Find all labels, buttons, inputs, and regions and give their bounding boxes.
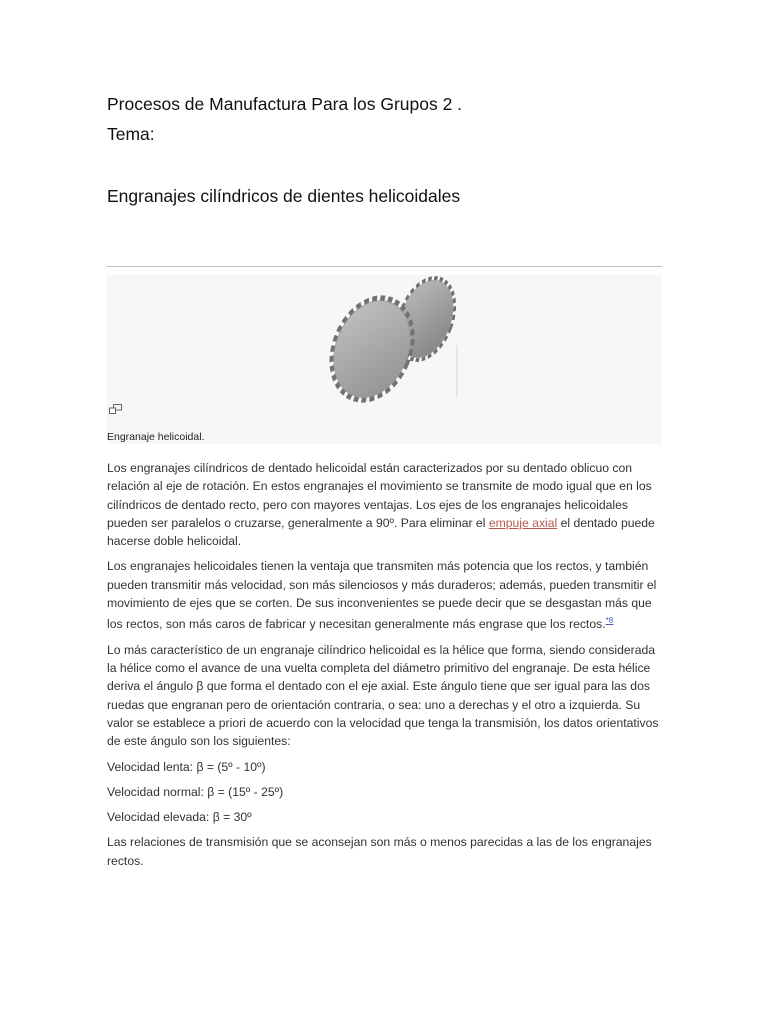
horizontal-divider — [107, 266, 662, 267]
reference-link[interactable]: 8 — [608, 616, 614, 626]
reference-star: * — [605, 616, 609, 626]
paragraph-3: Lo más característico de un engranaje cilíndrico helicoidal es la hélice que forma, siendo considerada la hélice como el avance de una vuelta completa del diámetro primitivo del engranaje. De esta hélice deriva el ángulo β que forma el dentado con el eje axial. Este ángulo tiene que ser igual para las dos ruedas que engranan pero de orientación contraria, o sea: uno a derechas y el otro a izquierda. Su valor se establece a priori de acuerdo con la velocidad que tenga la transmisión, los datos orientativos de este ángulo son los siguientes: — [107, 642, 659, 749]
velocity-normal: Velocidad normal: β = (15º - 25º) — [107, 784, 284, 799]
tema-label: Tema: — [107, 124, 155, 144]
paragraph-1-text-a: Los engranajes cilíndricos de dentado helicoidal están caracterizados por su dentado oblicuo con relación al eje de rotación. En estos engranajes el movimiento se transmite de modo igual que en los cilíndricos de dentado recto, pero con mayores ventajas. Los ejes de los engranajes helicoidales pueden ser paralelos o cruzarse, generalmente a 90º. Para eliminar el — [107, 461, 652, 530]
document-title: Procesos de Manufactura Para los Grupos 2 . — [107, 94, 463, 114]
topic-heading: Engranajes cilíndricos de dientes helicoidales — [107, 186, 461, 206]
paragraph-2-text: Los engranajes helicoidales tienen la ventaja que transmiten más potencia que los rectos, y también pueden transmitir más velocidad, son más silenciosos y más duraderos; además, pueden transmitir el movimiento de ejes que se corten. De sus inconvenientes se puede decir que se desgastan más que los rectos, son más caros de fabricar y necesitan generalmente más engrase que los rectos. — [107, 559, 657, 632]
velocity-high: Velocidad elevada: β = 30º — [107, 810, 252, 825]
figure-caption: Engranaje helicoidal. — [107, 431, 205, 443]
helical-gears-image — [312, 275, 472, 403]
paragraph-1 — [107, 459, 663, 550]
empuje-axial-link[interactable]: empuje axial — [488, 515, 558, 530]
velocity-slow: Velocidad lenta: β = (5º - 10º) — [107, 759, 266, 774]
paragraph-1-text-b: el dentado puede hacerse doble helicoidal. — [107, 515, 655, 549]
paragraph-2 — [107, 557, 663, 633]
article-body — [107, 459, 663, 877]
magnify-icon[interactable] — [109, 404, 122, 414]
paragraph-4: Las relaciones de transmisión que se aconsejan son más o menos parecidas a las de los engranajes rectos. — [107, 835, 652, 868]
gear-figure — [107, 275, 662, 444]
